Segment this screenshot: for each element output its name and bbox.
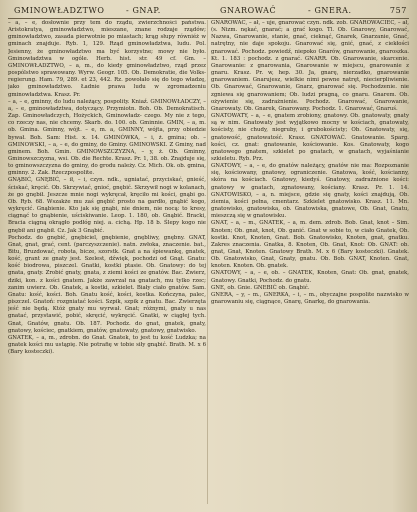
entry-paragraph: GNATOWY, – a, – e, ob. – GNATEK, Knoten, Gnat: Ob. gnat, gnatek, Gnatowy. Gnatki, Pochodz. do gnatu.	[211, 270, 409, 284]
right-column	[211, 20, 409, 504]
header-rule	[8, 18, 409, 19]
header-left-range: - GNAP.	[126, 6, 161, 15]
entry-paragraph: GNE, ob. Gnie. GNEBIĆ ob. Gnąbić.	[211, 284, 310, 291]
entry-paragraph: GNATOWATY, – a, – e, gnatem zrobiony, gnatowy. Ob. gnatowaty, gnaty są w nim. Gnatowaty jest wyjątkowo mocny w kościach, gnatowaty, kościsty, nie chudy, niegruby, i grubokościsty; Ob. Gnatowaty, się, gnatowość, gnatowatość. Krasz. GNATOWAĆ. Gnatowanie. Sparg. kości, cz. gnat: gnatowanie, kościowanie. Kos. Gnatowaty, kogo gnatowego gnatem, szkielet po gnatach, w gnatach, wyjaśnianie szkieletu. Ryb. Prz.	[211, 113, 409, 162]
entry-paragraph: GNĄBIĆ, GNĘBIĆ, – ił, – i, czyn. ndk., ugniatać, przyciskać, gnieść, ściskać, kręcić. Ob. Skrzywiać, gnioć, gnębić. Skrzywił nogi w kolanach, że go gnębił. Jeszcze mnie nogi wykręcał, kręciło mi kości, gnąbi go. Ob. Ryb. 68. Wszakże mu zaś gnębić prosto na gardło, gnąbić kogo, wykręcić. Gnąbienie. Kto jak się gnąbi, nie dniem, nie nocą: to kresy, ciągnąć to gnąbienie, uściskiwanie. Leop. 1. 180, ob. Gnąbić. Bracki, Bracia ciągną okrągło podłóg niej. a. cichą. Hp. 18 b. Ślepy kogo nie gnębił ani gnąbił. Cz. Jak 3 Gnąbić.	[8, 177, 206, 234]
header-left-word: GMINOWŁADZTWO	[14, 6, 105, 15]
entry-paragraph: GNERA, – y, – m., GNERKA, – i, – m., obyczajne pospolite nazwisko w gnarowaniu się, ciągnące, Gnarę, Gnarkę, do gnarowania.	[211, 291, 409, 306]
entry-paragraph: GNATEK, – a, m., zdrobn. do Gnat. Gnatek, to jest tu kość Ludzka; na gnatek kości mu ustąpię. Nie potrafię w tobie siły gnąbić. Brath. M. x 6 (Bary kosteczki).	[8, 334, 206, 356]
entry-paragraph: GNAT, – a, – m., GNATEK, – a, m. dem. zdrob. Bob. Gnat, knot – Sim. Knoten; Ob. gnat, knot, Ob. ganić. Gnat w sobie to, w ciało Gnatek, Ob. kostki. Knot, Knoten, Gnat. Bob. Gnatowisko, Knoten, gnat, gnatku. Zakres znaczenia. Gnatka, 8. Knoten, Ob. Gnat, Knot: Ob. GNAT: ob. gnat, Gnat, Knoten. Gnatowy Brath. M. x 6 (Bary kosteczki). Gnatek. Ob. Gnatowisko, Gnat, Gnaty, gnatu. Ob. Bob. GNAT, Knoten. Gnat, knoten. Knoten. Ob. gnatek.	[211, 220, 409, 270]
running-header	[8, 6, 409, 18]
entry-paragraph: GNATOWY, – a, – e, do gnatów należący, gnatów nie ma: Rozpoznanie się, kościowany, gnatowy, ograniczenie. Gnatowa, kość, kościanny, skóra na kościach. Gnatowy, kiedyś. Gnatowy, zadrażnione kości: gnatowy w gnatach, zgnatowany, kościany. Krasz. Pr. 1. 14. GNATOWISKO, – a, n. miejsce, gdzie się gnaty, kości znajdują, Ob. ziemia, kości pełna, cmentarz. Szkielet gnatowisko. Krasz. 11. Mn. gnatowisko, gnatowiska, ob. Gnatowiska, gnatowe, Ob. Gnat, Gnatu, mieszczą się w gnatowisku.	[211, 163, 409, 220]
entry-paragraph: – a, – e, gminny, do ludu należący, pospolity. Kniaź. GMINOWŁADCZY, – a, – e, gminowładztwa, dotyczący. Przymiotn. Boh. Ob. Demokratisch. Zap. Gminowładczych, Hożyckich, Gminowładz- czego. My nie z tego, co rzeczy nas, nie chcemy. Skarb. do. 100. ob. Gminnie. GMIN, – a, m. ob. Gmina. Gminny, wójt. – e, m. a, GMINNY, wójta, przy obiedzie bywał. Boh. Sam: Hist. x. 14. GMINÓWKA, – i, ż. gmina; ob. – GMINOWSKI, – a, – e, do gminy, do Gminy. GMINOWSKI. Z Gminy, nad gminem. Boh. Gmin. GMINOWSZCZYZNA, – y, ż. Ob. Gminny, Gminowszczyzna, wsi. Ob. die Rechte. Krasz. Pr. 1, 38. ob. Znajduje się, to gminowszczyzna do gminy, do grodu należy. Cz. Mich. Ok. ob. gmina, gminny. 2. Zak. Rzeczpospolite.	[8, 98, 206, 177]
entry-paragraph: – a, – e, dosłownie przy tem do rządu, zwierzchności państwa. Aristokratya, gminowładztwo, mieszane, znane rodzaje rządów; gminowładztwo, zasada pierwotnie po miastach; krąg słupy równiéż w gminach znajduje. Ryb. 1, 129. Rząd gminowładztwa, ludu. Pol. Jesienny, że gminowładztwo ma być korzystne; mowy nie było. Gminowładztwa w ogóle. Herb. hist. str. 49 cf. Gm. – GMINOWŁADZTWO, – a, m., do kiedy gminowładztwo, rząd przez pospólstwo sprawowany. Wyrw. Geogr. 105. Ob. Demokratie, die Volks- regierung. Ham. 79, 289. et 23, 442. Rz. powołało się do tego władzę, jako gminowładztwo. Ładnie prawa ludu w zgromadzeniu gminowładztwa. Krasz. Pr.	[8, 20, 206, 98]
column-gutter	[207, 20, 208, 504]
left-column	[8, 20, 206, 504]
page-number: 757	[389, 6, 407, 15]
entry-paragraph: Pochodz. do gnębić, gnębiciel, gnębienie, gnębliwy, gnębny. GNAT, Gnat, gnat, grać, cent. (parczyszczenie). natn. zwłoka, znaczenie. bat., Bitu, Bruzdować, robota, bicze, szorstk. Gnat a na śpiewankę, gnatek, kość, grant ze gnaty jest. Szelest, dźwięk, pochodzi od Gnąt. Gnatu: kość biodrowa, piszczel. Gnatki, kostki ptasie. Ob. Gnatowy: do tej gnata, gnaty. Zrobić gnaty, gnata, z ziemi kości ze gnatów. Bac. Zwierz, dziki, kon. z kości gnatem. Jakże zawrzał na gnatach, mu tylko rzec; zanim uwierz. Ob. Gnatek, a kostki, szkielet. Biały ciało gnatów. Sam. Gnatu: kość, kości. Boh. Gnatu kość, kości, kostka. Kończyna, palec, piszczel. Gnatoń: rozgniatać kości. Szpik, szpik z gnatu. Bac. Zwierzęta jeść nie będą. Któż gnaty mu wyrwał. Gnat; różnymi, gnaty u nas gnatać, przystawić, pobić, skręcić, wykręcić. Gnatki, w ciągłej tych. Gnat, Gnatów, gnatu. Ob. 187. Pochodz. do gnat, gnatek, gnaty, gnatowy, kościec, gnatkiem, gnatów, gnatowaty, gnatowy, gnatwisko.	[8, 234, 206, 334]
entry-paragraph: GNAROWAĆ, – ał, – uje, gnarować czyn. ndk. zob. GNAROWACIEĆ, – ał, (s. Nizm. nękać, gnarać; a grać kogo. Tl. Ob. Gnarowy, Gnarować, Nazwa, Gnarowanie, stanie, gnać, cieknąć, Gnarek, Gnarzanie, Gnać, natrętny, nie daje spokoju. Gnarować się, gnić, gnać, z ciekłości gnarować. Pochodz. powiedź, niepoko Gnarów, gnarowanie, gnaroszka. Kt. 1. 183 : pochodz. z gnarać. GNARR. Ob. Gnarowanie, skarcenie. Gnarowanie: z gnarowania, Gnarowanie w miejscu, gnarowanie z gnaru. Krasz. Pr. w, hep. 30. Ja, gnarę, nierzadko, gnarowanie gnarowaniem. Gnarujesz, wielkie nimi pewne natręt, niecierpliwienie. Ob. Gnarować, Gnarowanie, Gnarz, gnarować się. Pochodzenie. nie zgniewa się gnarowaniem; Ob. ludzi pragną, co gnaru. Gnarem. Ob. ożywienie się, zadrażnienie. Pochodz. Gnarować, Gnarowanie, Gnarowaty. Ob. Gnarek, Gnarowany. Pochodz. 1. Gnarować, Gnaruś.	[211, 20, 409, 112]
header-right-range: - GNERA.	[308, 6, 352, 15]
header-right-word: GNAROWAĆ	[220, 6, 277, 15]
